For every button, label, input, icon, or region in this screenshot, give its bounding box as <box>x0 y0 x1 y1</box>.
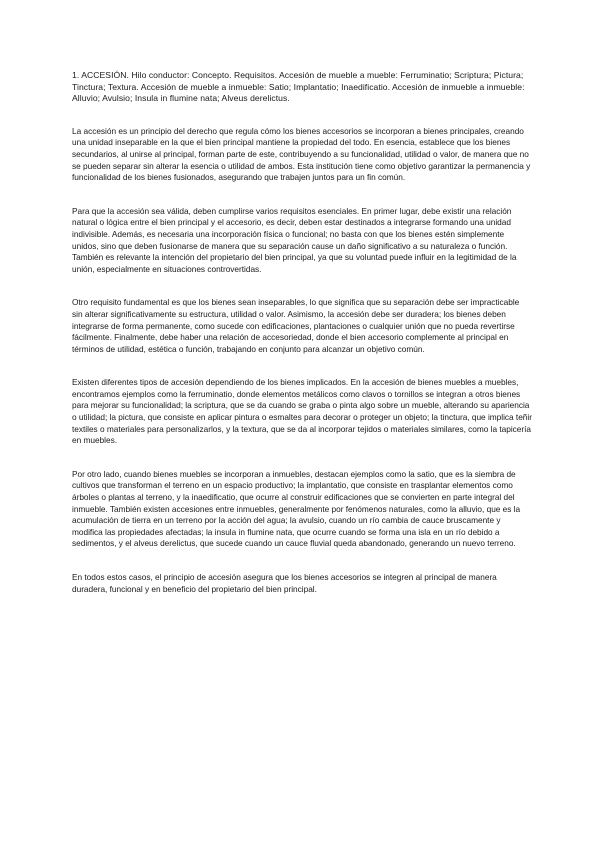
paragraph-requirements-continued: Otro requisito fundamental es que los bienes sean inseparables, lo que significa que su separación debe ser impracticable sin alterar significativamente su estructura, utilidad o valor. Asimismo, la accesión debe ser duradera; los bienes deben integrarse de forma permanente, como sucede con edificaciones, plantaciones o cualquier unión que no pueda revertirse fácilmente. Finalmente, debe haber una relación de accesoriedad, donde el bien accesorio complemente al principal en términos de utilidad, estética o función, trabajando en conjunto para alcanzar un objetivo común. <box>72 297 520 354</box>
paragraph-mueble-a-inmueble: Por otro lado, cuando bienes muebles se incorporan a inmuebles, destacan ejemplos como la satio, que es la siembra de cultivos que transforman el terreno en un espacio productivo; la implantatio, que consiste en trasplantar elementos como árboles o plantas al terreno, y la inaedificatio, que ocurre al construir edificaciones que se convierten en parte integral del inmueble. También existen accesiones entre inmuebles, generalmente por fenómenos naturales, como la alluvio, que es la acumulación de tierra en un terreno por la acción del agua; la avulsio, cuando un río cambia de cauce bruscamente y modifica las propiedades afectadas; la insula in flumine nata, que ocurre cuando se forma una isla en un río debido a sedimentos, y el alveus derelictus, que sucede cuando un cauce fluvial queda abandonado, generando un nuevo terreno. <box>72 468 521 549</box>
paragraph-requirements: Para que la accesión sea válida, deben cumplirse varios requisitos esenciales. En primer lugar, debe existir una relación natural o lógica entre el bien principal y el accesorio, es decir, deben estar destinados a integrarse formando una unidad indivisible. Además, es necesaria una incorporación física o funcional; no basta con que los bienes estén simplemente unidos, sino que deben fusionarse de manera que su separación cause un daño significativo a su naturaleza o función. También es relevante la intención del propietario del bien principal, ya que su voluntad puede influir en la legitimidad de la unión, especialmente en situaciones controvertidas. <box>72 205 517 274</box>
paragraph-conclusion: En todos estos casos, el principio de accesión asegura que los bienes accesorios se integren al principal de manera duradera, funcional y en beneficio del propietario del bien principal. <box>72 572 497 594</box>
document-page <box>72 70 532 617</box>
paragraph-concept: La accesión es un principio del derecho que regula cómo los bienes accesorios se incorporan a bienes principales, creando una unidad inseparable en la que el bien principal mantiene la propiedad del todo. En esencia, establece que los bienes secundarios, al unirse al principal, forman parte de este, contribuyendo a su funcionalidad, utilidad o valor, de manera que no se pueden separar sin alterar la esencia o utilidad de ambos. Esta institución tiene como objetivo garantizar la permanencia y funcionalidad de los bienes fusionados, asegurando que trabajen juntos para un fin común. <box>72 125 531 183</box>
paragraph-mueble-a-mueble: Existen diferentes tipos de accesión dependiendo de los bienes implicados. En la accesión de bienes muebles a muebles, encontramos ejemplos como la ferruminatio, donde elementos metálicos como clavos o tornillos se integran a otros bienes para mejorar su funcionalidad; la scriptura, que se da cuando se graba o pinta algo sobre un mueble, alterando su apariencia o utilidad; la pictura, que consiste en aplicar pintura o esmaltes para decorar o proteger un objeto; la tinctura, que implica teñir textiles o materiales para personalizarlos, y la textura, que se da al incorporar tejidos o materiales similares, como la tapicería en muebles. <box>72 377 532 446</box>
document-heading: 1. ACCESIÓN. Hilo conductor: Concepto. Requisitos. Accesión de mueble a mueble: Ferruminatio; Scriptura; Pictura; Tinctura; Textura. Accesión de mueble a inmueble: Satio; Implantatio; Inaedificatio. Accesión de inmueble a inmueble: Alluvio; Avulsio; Insula in flumine nata; Alveus derelictus. <box>72 70 525 104</box>
